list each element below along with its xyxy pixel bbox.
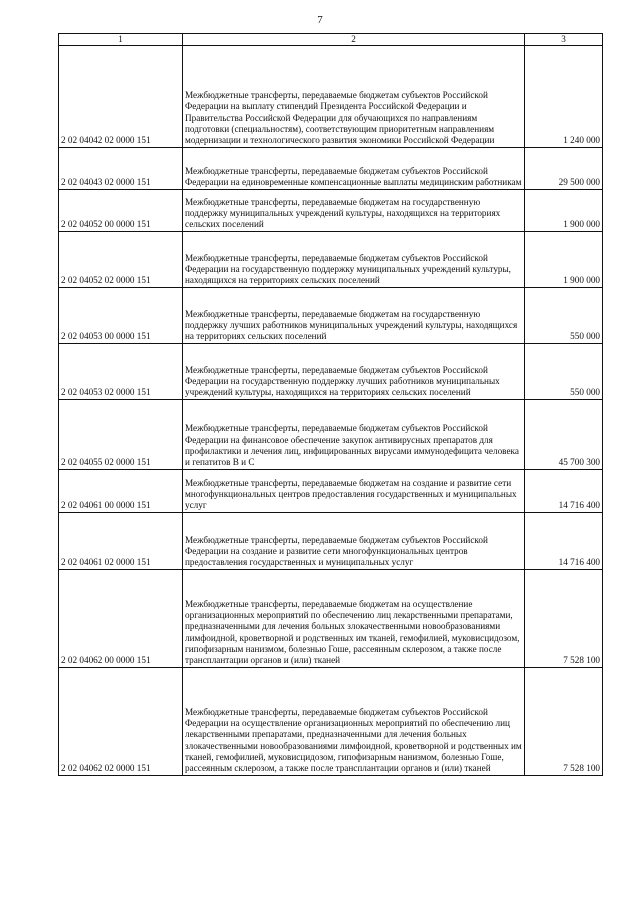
row-code: 2 02 04055 02 0000 151 xyxy=(59,400,183,470)
row-code: 2 02 04062 00 0000 151 xyxy=(59,570,183,668)
table-row xyxy=(59,232,603,288)
table-row xyxy=(59,470,603,513)
row-description-text: Межбюджетные трансферты, передаваемые бюджетам на осуществление организационных мероприятий по обеспечению лиц лекарственными препаратами, предназначенными для лечения больных злокачественными новообразованиями лимфоидной, кроветворной и родственных им тканей, гемофилией, муковисцидозом, гипофизарным нанизмом, болезнью Гоше, рассеянным склерозом, а также после трансплантации органов и (или) тканей xyxy=(185,598,520,665)
row-description xyxy=(183,46,525,148)
row-description-text: Межбюджетные трансферты, передаваемые бюджетам на государственную поддержку лучших работников муниципальных учреждений культуры, находящихся на территориях сельских поселений xyxy=(185,308,518,341)
row-description-text: Межбюджетные трансферты, передаваемые бюджетам субъектов Российской Федерации на финансовое обеспечение закупок антивирусных препаратов для профилактики и лечения лиц, инфицированных вирусами иммунодефицита человека и гепатитов В и С xyxy=(185,423,519,467)
row-amount: 7 528 100 xyxy=(525,668,603,776)
row-description-text: Межбюджетные трансферты, передаваемые бюджетам субъектов Российской Федерации на выплату стипендий Президента Российской Федерации и Правительства Российской Федерации для обучающихся по направлениям подготовки (специальностям), соответствующим приоритетным направлениям модернизации и технологического развития экономики Российской Федерации xyxy=(185,90,495,145)
row-code: 2 02 04062 02 0000 151 xyxy=(59,668,183,776)
row-description xyxy=(183,288,525,344)
table-row xyxy=(59,513,603,570)
row-description xyxy=(183,148,525,190)
row-code: 2 02 04053 00 0000 151 xyxy=(59,288,183,344)
row-code: 2 02 04042 02 0000 151 xyxy=(59,46,183,148)
row-amount: 1 900 000 xyxy=(525,232,603,288)
row-description-text: Межбюджетные трансферты, передаваемые бюджетам субъектов Российской Федерации на осуществление организационных мероприятий по обеспечению лиц лекарственными препаратами, предназначенными для лечения больных злокачественными новообразованиями лимфоидной, кроветворной и родственных им тканей, гемофилией, муковисцидозом, гипофизарным нанизмом, болезнью Гоше, рассеянным склерозом, а также после трансплантации органов и (или) тканей xyxy=(185,706,522,773)
row-amount: 14 716 400 xyxy=(525,470,603,513)
row-description-text: Межбюджетные трансферты, передаваемые бюджетам субъектов Российской Федерации на государственную поддержку муниципальных учреждений культуры, находящихся на территориях сельских поселений xyxy=(185,252,511,285)
row-description-text: Межбюджетные трансферты, передаваемые бюджетам субъектов Российской Федерации на единовременные компенсационные выплаты медицинским работникам xyxy=(185,165,522,187)
row-description-text: Межбюджетные трансферты, передаваемые бюджетам субъектов Российской Федерации на государственную поддержку лучших работников муниципальных учреждений культуры, находящихся на территориях сельских поселений xyxy=(185,364,500,397)
budget-table xyxy=(58,33,603,776)
row-description xyxy=(183,470,525,513)
row-description-text: Межбюджетные трансферты, передаваемые бюджетам субъектов Российской Федерации на создание и развитие сети многофункциональных центров предоставления государственных и муниципальных услуг xyxy=(185,534,488,567)
row-description xyxy=(183,190,525,232)
row-code: 2 02 04061 00 0000 151 xyxy=(59,470,183,513)
row-amount: 550 000 xyxy=(525,288,603,344)
table-row xyxy=(59,288,603,344)
table-row xyxy=(59,148,603,190)
row-description xyxy=(183,344,525,400)
row-description xyxy=(183,232,525,288)
table-row xyxy=(59,344,603,400)
row-amount: 7 528 100 xyxy=(525,570,603,668)
row-description xyxy=(183,513,525,570)
page-number: 7 xyxy=(317,14,323,26)
column-header-description: 2 xyxy=(183,34,525,46)
table-header-row xyxy=(59,34,603,46)
row-amount: 45 700 300 xyxy=(525,400,603,470)
row-amount: 14 716 400 xyxy=(525,513,603,570)
row-code: 2 02 04052 00 0000 151 xyxy=(59,190,183,232)
row-amount: 1 900 000 xyxy=(525,190,603,232)
row-amount: 1 240 000 xyxy=(525,46,603,148)
column-header-amount: 3 xyxy=(525,34,603,46)
row-amount: 29 500 000 xyxy=(525,148,603,190)
row-description xyxy=(183,668,525,776)
row-description xyxy=(183,570,525,668)
row-description-text: Межбюджетные трансферты, передаваемые бюджетам на создание и развитие сети многофункциональных центров предоставления государственных и муниципальных услуг xyxy=(185,477,517,510)
table-row xyxy=(59,46,603,148)
row-code: 2 02 04052 02 0000 151 xyxy=(59,232,183,288)
row-code: 2 02 04053 02 0000 151 xyxy=(59,344,183,400)
table-row xyxy=(59,190,603,232)
row-description xyxy=(183,400,525,470)
table-row xyxy=(59,400,603,470)
column-header-code: 1 xyxy=(59,34,183,46)
row-description-text: Межбюджетные трансферты, передаваемые бюджетам на государственную поддержку муниципальных учреждений культуры, находящихся на территориях сельских поселений xyxy=(185,196,501,229)
row-code: 2 02 04043 02 0000 151 xyxy=(59,148,183,190)
row-amount: 550 000 xyxy=(525,344,603,400)
table-row xyxy=(59,570,603,668)
table-row xyxy=(59,668,603,776)
row-code: 2 02 04061 02 0000 151 xyxy=(59,513,183,570)
